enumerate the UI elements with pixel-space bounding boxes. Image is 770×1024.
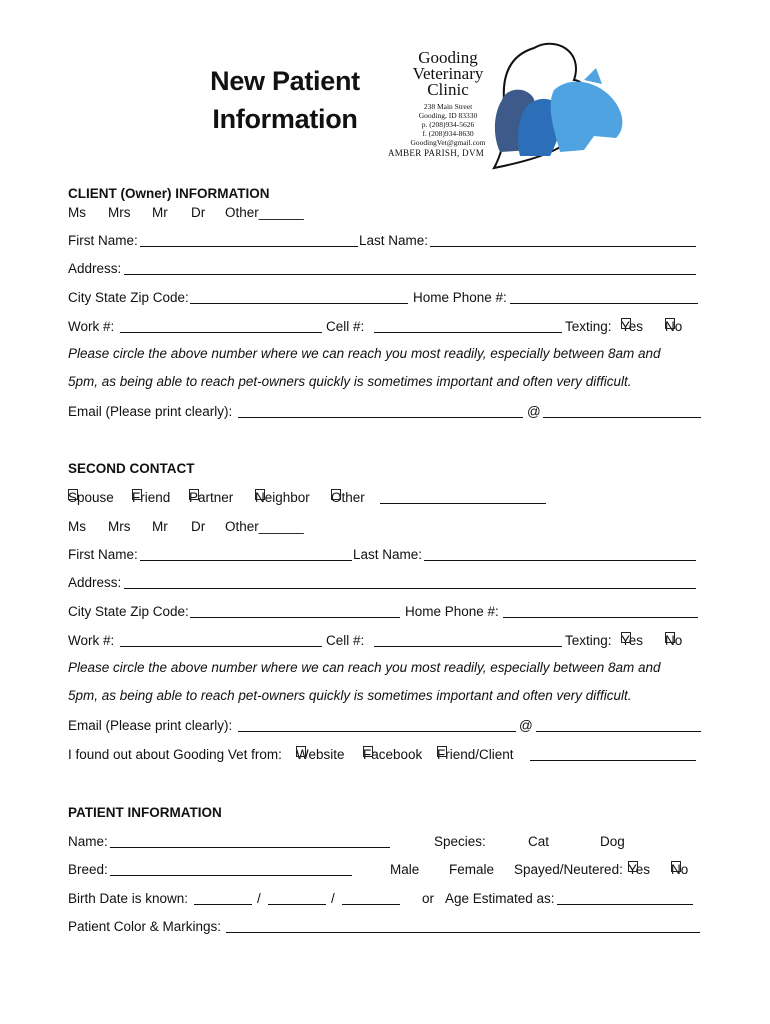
home-phone-field[interactable] bbox=[510, 289, 698, 304]
second-city-state-zip-field[interactable] bbox=[190, 603, 400, 618]
second-texting-yes[interactable]: Yes bbox=[621, 633, 644, 648]
title-mrs[interactable]: Mrs bbox=[108, 519, 131, 534]
source-facebook[interactable]: Facebook bbox=[363, 747, 423, 762]
breed-field[interactable] bbox=[110, 861, 352, 876]
second-relations-row bbox=[68, 489, 702, 509]
birth-day-field[interactable] bbox=[268, 890, 326, 905]
second-home-phone-field[interactable] bbox=[503, 603, 698, 618]
client-heading: CLIENT (Owner) INFORMATION bbox=[68, 186, 270, 201]
email-domain-field[interactable] bbox=[543, 403, 701, 418]
last-name-field[interactable] bbox=[430, 232, 696, 247]
email-user-field[interactable] bbox=[238, 403, 523, 418]
second-first-name-field[interactable] bbox=[140, 546, 352, 561]
title-line-2: Information bbox=[212, 104, 358, 134]
title-dr[interactable]: Dr bbox=[191, 519, 206, 534]
spayed-no[interactable]: No bbox=[671, 862, 689, 877]
second-address-field[interactable] bbox=[124, 574, 696, 589]
age-estimated-field[interactable] bbox=[557, 890, 693, 905]
client-note-1: Please circle the above number where we can reach you most readily, especially between 8am and bbox=[68, 346, 661, 361]
patient-name-field[interactable] bbox=[110, 833, 390, 848]
checkbox-icon[interactable] bbox=[331, 489, 341, 500]
second-city-row: City State Zip Code: Home Phone #: bbox=[68, 603, 702, 623]
texting-no[interactable]: No bbox=[665, 319, 683, 334]
second-note-1: Please circle the above number where we can reach you most readily, especially between 8am and bbox=[68, 660, 661, 675]
title-dr[interactable]: Dr bbox=[191, 205, 206, 220]
color-markings-field[interactable] bbox=[226, 918, 700, 933]
birth-month-field[interactable] bbox=[194, 890, 252, 905]
relation-neighbor[interactable]: Neighbor bbox=[255, 490, 310, 505]
second-note-2: 5pm, as being able to reach pet-owners quickly is sometimes important and often very difficult. bbox=[68, 688, 632, 703]
second-heading: SECOND CONTACT bbox=[68, 461, 195, 476]
client-city-row: City State Zip Code: Home Phone #: bbox=[68, 289, 702, 309]
second-titles bbox=[68, 518, 702, 538]
client-work-row: Work #: Cell #: Texting: Yes No bbox=[68, 319, 683, 334]
cell-phone-field[interactable] bbox=[374, 318, 562, 333]
relation-other-field[interactable] bbox=[380, 489, 546, 504]
title-other[interactable]: Other______ bbox=[225, 205, 304, 220]
source-website[interactable]: Website bbox=[296, 747, 345, 762]
birth-year-field[interactable] bbox=[342, 890, 400, 905]
species-dog[interactable]: Dog bbox=[600, 834, 625, 849]
city-state-zip-field[interactable] bbox=[190, 289, 408, 304]
checkbox-icon[interactable] bbox=[665, 632, 675, 643]
client-name-row: First Name: Last Name: bbox=[68, 232, 702, 252]
sex-male[interactable]: Male bbox=[390, 862, 420, 877]
second-name-row: First Name: Last Name: bbox=[68, 546, 702, 566]
relation-friend[interactable]: Friend bbox=[132, 490, 171, 505]
checkbox-icon[interactable] bbox=[437, 746, 447, 757]
title-mr[interactable]: Mr bbox=[152, 519, 168, 534]
form-title bbox=[190, 62, 380, 138]
checkbox-icon[interactable] bbox=[628, 861, 638, 872]
second-work-phone-field[interactable] bbox=[120, 632, 322, 647]
source-other-field[interactable] bbox=[530, 746, 696, 761]
title-ms[interactable]: Ms bbox=[68, 519, 86, 534]
clinic-logo bbox=[384, 40, 634, 170]
work-phone-field[interactable] bbox=[120, 318, 322, 333]
patient-heading: PATIENT INFORMATION bbox=[68, 805, 222, 820]
checkbox-icon[interactable] bbox=[189, 489, 199, 500]
second-email-row: Email (Please print clearly): @ bbox=[68, 717, 702, 737]
relation-spouse[interactable]: Spouse bbox=[68, 490, 114, 505]
sex-female[interactable]: Female bbox=[449, 862, 495, 877]
checkbox-icon[interactable] bbox=[671, 861, 681, 872]
texting-yes[interactable]: Yes bbox=[621, 319, 644, 334]
second-last-name-field[interactable] bbox=[424, 546, 696, 561]
checkbox-icon[interactable] bbox=[255, 489, 265, 500]
relation-other[interactable]: Other bbox=[331, 490, 365, 505]
client-email-row: Email (Please print clearly): @ bbox=[68, 403, 702, 423]
referral-row: I found out about Gooding Vet from: Website Facebook Friend/Client bbox=[68, 746, 702, 766]
relation-partner[interactable]: Partner bbox=[189, 490, 234, 505]
second-email-domain-field[interactable] bbox=[536, 717, 701, 732]
second-address-row: Address: bbox=[68, 574, 702, 594]
species-cat[interactable]: Cat bbox=[528, 834, 550, 849]
checkbox-icon[interactable] bbox=[296, 746, 306, 757]
checkbox-icon[interactable] bbox=[665, 318, 675, 329]
spayed-yes[interactable]: Yes bbox=[628, 862, 651, 877]
client-address-row: Address: bbox=[68, 260, 702, 280]
checkbox-icon[interactable] bbox=[621, 632, 631, 643]
title-mrs[interactable]: Mrs bbox=[108, 205, 131, 220]
title-mr[interactable]: Mr bbox=[152, 205, 168, 220]
second-email-user-field[interactable] bbox=[238, 717, 516, 732]
title-other[interactable]: Other______ bbox=[225, 519, 304, 534]
client-note-2: 5pm, as being able to reach pet-owners quickly is sometimes important and often very difficult. bbox=[68, 374, 632, 389]
first-name-field[interactable] bbox=[140, 232, 358, 247]
second-cell-phone-field[interactable] bbox=[374, 632, 562, 647]
patient-birth-row: Birth Date is known: / / or Age Estimated as: bbox=[68, 890, 702, 910]
patient-breed-row: Breed: Male Female Spayed/Neutered: Yes No bbox=[68, 862, 689, 877]
second-work-row: Work #: Cell #: Texting: Yes No bbox=[68, 633, 683, 648]
checkbox-icon[interactable] bbox=[132, 489, 142, 500]
checkbox-icon[interactable] bbox=[621, 318, 631, 329]
patient-name-row: Name: Species: Cat Dog bbox=[68, 834, 625, 849]
second-texting-no[interactable]: No bbox=[665, 633, 683, 648]
clinic-name: Gooding Veterinary Clinic bbox=[412, 48, 484, 99]
checkbox-icon[interactable] bbox=[68, 489, 78, 500]
source-friend-client[interactable]: Friend/Client bbox=[437, 747, 514, 762]
clinic-address: 238 Main Street Gooding, ID 83330 p. (208)934-5626 f. (208)934-8630 GoodingVet@gmail.com bbox=[410, 102, 486, 147]
address-field[interactable] bbox=[124, 260, 696, 275]
clinic-doctor: AMBER PARISH, DVM bbox=[388, 148, 485, 158]
title-line-1: New Patient bbox=[210, 66, 360, 96]
title-ms[interactable]: Ms bbox=[68, 205, 86, 220]
client-titles bbox=[68, 204, 702, 224]
checkbox-icon[interactable] bbox=[363, 746, 373, 757]
patient-color-row: Patient Color & Markings: bbox=[68, 918, 702, 938]
